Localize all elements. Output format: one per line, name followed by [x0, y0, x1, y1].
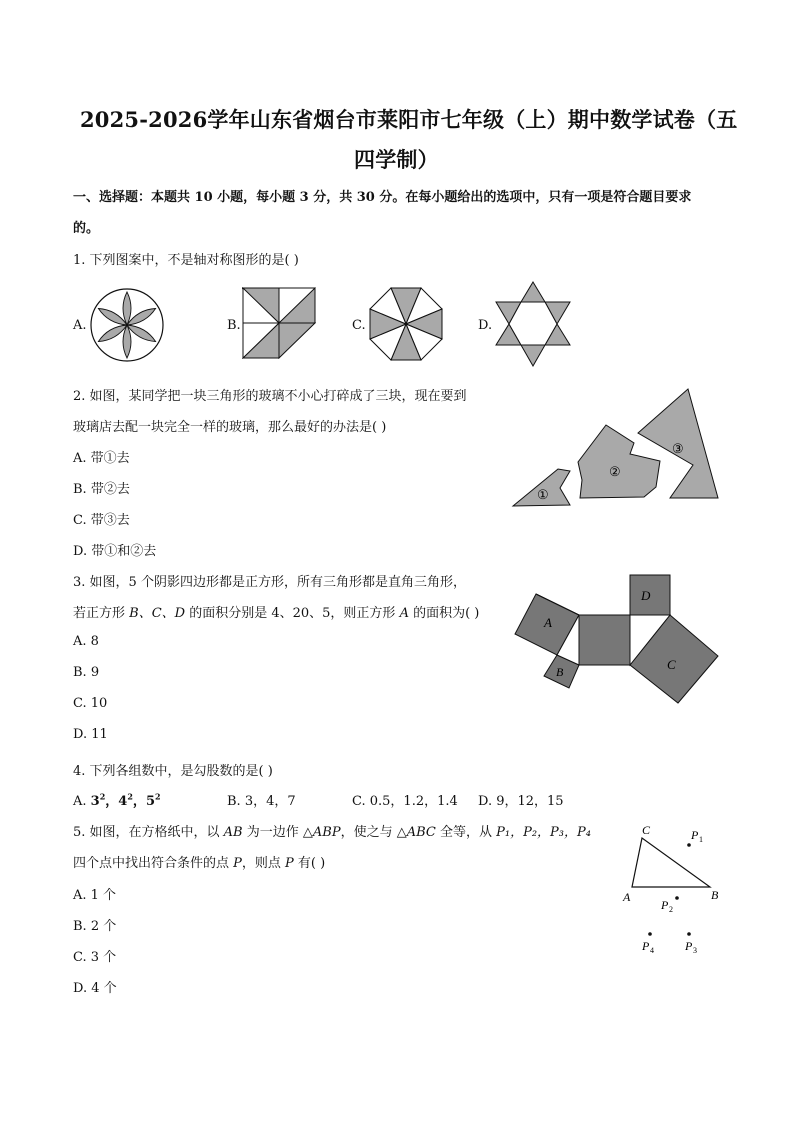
q3-option-b: B. 9 — [73, 665, 100, 680]
q3-option-d: D. 11 — [73, 727, 108, 742]
glass-label-2: ② — [609, 464, 621, 479]
q1-option-a-label: A. — [73, 318, 87, 333]
point-p4 — [648, 932, 652, 936]
p3-subscript: 3 — [693, 946, 697, 955]
section-header-line2: 的。 — [73, 221, 100, 236]
q4-option-a: A. $3^2$，$4^2$，$5^2$ — [73, 791, 161, 809]
q5-option-d: D. 4 个 — [73, 981, 117, 996]
question-3-line1: 3. 如图，5 个阴影四边形都是正方形，所有三角形都是直角三角形， — [73, 575, 466, 590]
q2-option-d: D. 带①和②去 — [73, 544, 157, 559]
q5-triangle-figure — [618, 818, 728, 958]
q5-option-c: C. 3 个 — [73, 950, 117, 965]
q2-option-a: A. 带①去 — [73, 451, 130, 466]
p4-subscript: 4 — [650, 946, 654, 955]
question-4-stem: 4. 下列各组数中，是勾股数的是( ) — [73, 764, 273, 779]
vertex-c-label: C — [642, 823, 651, 837]
q4-option-d: D. 9，12，15 — [478, 794, 564, 809]
square-b-label: B — [556, 665, 564, 679]
q4-option-c: C. 0.5，1.2，1.4 — [352, 794, 458, 809]
glass-label-3: ③ — [672, 441, 684, 456]
question-5-line2: 四个点中找出符合条件的点 P，则点 P 有( ) — [73, 856, 326, 871]
square-a-label: A — [544, 615, 552, 630]
p2-subscript: 2 — [669, 905, 673, 914]
q1-option-d-label: D. — [478, 318, 493, 333]
triangle-abc — [632, 838, 710, 887]
q3-squares-figure — [513, 570, 723, 710]
p3-label: P — [685, 939, 693, 953]
q2-option-c: C. 带③去 — [73, 513, 130, 528]
question-2-line2: 玻璃店去配一块完全一样的玻璃，那么最好的办法是( ) — [73, 420, 387, 435]
page-title-line2: 四学制） — [354, 147, 439, 172]
q3-option-c: C. 10 — [73, 696, 108, 711]
p1-subscript: 1 — [699, 835, 703, 844]
question-5-line1: 5. 如图，在方格纸中，以 AB 为一边作 △ABP，使之与 △ABC 全等，从 P₁，P₂，P₃，P₄ — [73, 825, 591, 840]
center-square — [579, 615, 630, 665]
q1-octagon-figure — [368, 286, 444, 362]
q1-option-b-label: B. — [227, 318, 241, 333]
question-2-line1: 2. 如图，某同学把一块三角形的玻璃不小心打碎成了三块，现在要到 — [73, 389, 467, 404]
p1-label: P — [691, 828, 699, 842]
vertex-a-label: A — [623, 890, 631, 904]
point-p1 — [687, 843, 691, 847]
square-d-label: D — [641, 588, 651, 603]
point-p3 — [687, 932, 691, 936]
q2-glass-pieces-figure — [510, 386, 724, 512]
q3-option-a: A. 8 — [73, 634, 99, 649]
question-3-line2: 若正方形 B、C、D 的面积分别是 4、20、5，则正方形 A 的面积为( ) — [73, 606, 480, 621]
q5-option-b: B. 2 个 — [73, 919, 117, 934]
q1-option-c-label: C. — [352, 318, 366, 333]
q1-flower-figure — [88, 286, 166, 364]
glass-label-1: ① — [537, 487, 549, 502]
q5-option-a: A. 1 个 — [73, 888, 117, 903]
q1-pinwheel-figure — [242, 287, 316, 359]
square-c-label: C — [667, 657, 676, 672]
q4-option-b: B. 3，4，7 — [227, 794, 296, 809]
p4-label: P — [642, 939, 650, 953]
p2-label: P — [661, 898, 669, 912]
section-header-line1: 一、选择题：本题共 10 小题，每小题 3 分，共 30 分。在每小题给出的选项中，只有一项是符合题目要求 — [73, 190, 692, 205]
page-title-line1: 2025-2026学年山东省烟台市莱阳市七年级（上）期中数学试卷（五 — [80, 107, 738, 132]
question-1-stem: 1. 下列图案中，不是轴对称图形的是( ) — [73, 253, 299, 268]
point-p2 — [675, 896, 679, 900]
vertex-b-label: B — [711, 888, 719, 902]
q1-star-figure — [494, 281, 572, 367]
q2-option-b: B. 带②去 — [73, 482, 130, 497]
